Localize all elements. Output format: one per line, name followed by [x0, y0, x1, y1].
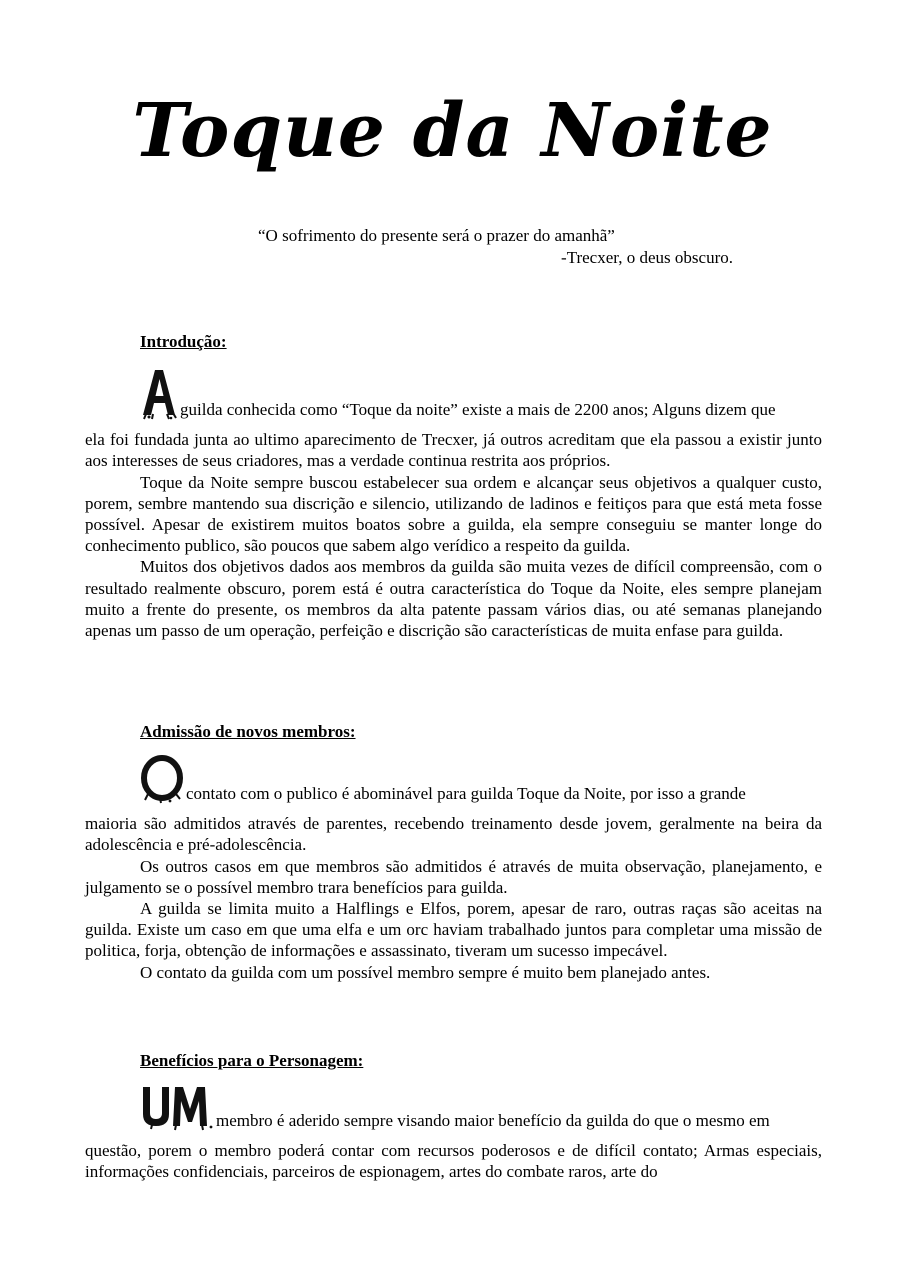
section-heading: Admissão de novos membros:: [140, 722, 356, 741]
first-line: [140, 754, 822, 804]
first-line-text: membro é aderido sempre visando maior benefício da guilda do que o mesmo em: [216, 1111, 770, 1130]
paragraph: Muitos dos objetivos dados aos membros da guilda são muita vezes de difícil compreensão, com o resultado realmente obscuro, porem está é outra característica do Toque da Noite, eles sempre planejam muito a frente do presente, os membros da alta patente passam vários dias, ou até semanas planejando apenas um passo de um operação, perfeição e discrição são características de muita enfase para guilda.: [85, 557, 822, 641]
first-line: [140, 364, 822, 420]
paragraph: maioria são admitidos através de parentes, recebendo treinamento desde jovem, geralmente na beira da adolescência e pré-adolescência.: [85, 814, 822, 855]
first-line: [140, 1083, 822, 1131]
paragraph: Toque da Noite sempre buscou estabelecer sua ordem e alcançar seus objetivos a qualquer custo, porem, sembre mantendo sua discrição e silencio, utilizando de ladinos e feitiços para que está meta fosse possível. Apesar de existirem muitos boatos sobre a guilda, ela sempre conseguiu se manter longe do conhecimento publico, são poucos que sabem algo verídico a respeito da guilda.: [85, 472, 822, 556]
paragraph: A guilda se limita muito a Halflings e Elfos, porem, apesar de raro, outras raças são aceitas na guilda. Existe um caso em que uma elfa e um orc haviam trabalhado juntos para completar uma missão de politica, forja, obtenção de informações e assassinato, tiveram um sucesso impecável.: [85, 899, 822, 961]
paragraph: questão, porem o membro poderá contar com recursos poderosos e de difícil contato; Armas especiais, informações confidenciais, parceiros de espionagem, artes do combate raros, arte do: [85, 1141, 822, 1182]
first-line-text: contato com o publico é abominável para guilda Toque da Noite, por isso a grande: [186, 784, 746, 803]
section-heading: Introdução:: [140, 332, 227, 351]
dropcap-um-glyph: [140, 1083, 216, 1131]
epigraph-author: -Trecxer, o deus obscuro.: [561, 248, 733, 267]
dropcap-o-glyph: [140, 754, 186, 804]
paragraph: ela foi fundada junta ao ultimo aparecimento de Trecxer, já outros acreditam que ela passou a existir junto aos interesses de seus criadores, mas a verdade continua restrita aos próprios.: [85, 430, 822, 471]
section-introducao: [85, 331, 822, 641]
paragraph: O contato da guilda com um possível membro sempre é muito bem planejado antes.: [140, 962, 711, 982]
first-line-text: guilda conhecida como “Toque da noite” existe a mais de 2200 anos; Alguns dizem que: [180, 400, 776, 419]
paragraph: Os outros casos em que membros são admitidos é através de muita observação, planejamento, e julgamento se o possível membro trara benefícios para guilda.: [85, 856, 822, 897]
section-admissao: [85, 721, 822, 983]
section-beneficios: [85, 1050, 822, 1183]
section-heading: Benefícios para o Personagem:: [140, 1051, 364, 1070]
dropcap-a-glyph: [140, 364, 180, 420]
document-title: Toque da Noite: [132, 88, 773, 174]
epigraph-quote: “O sofrimento do presente será o prazer do amanhã”: [258, 226, 615, 245]
